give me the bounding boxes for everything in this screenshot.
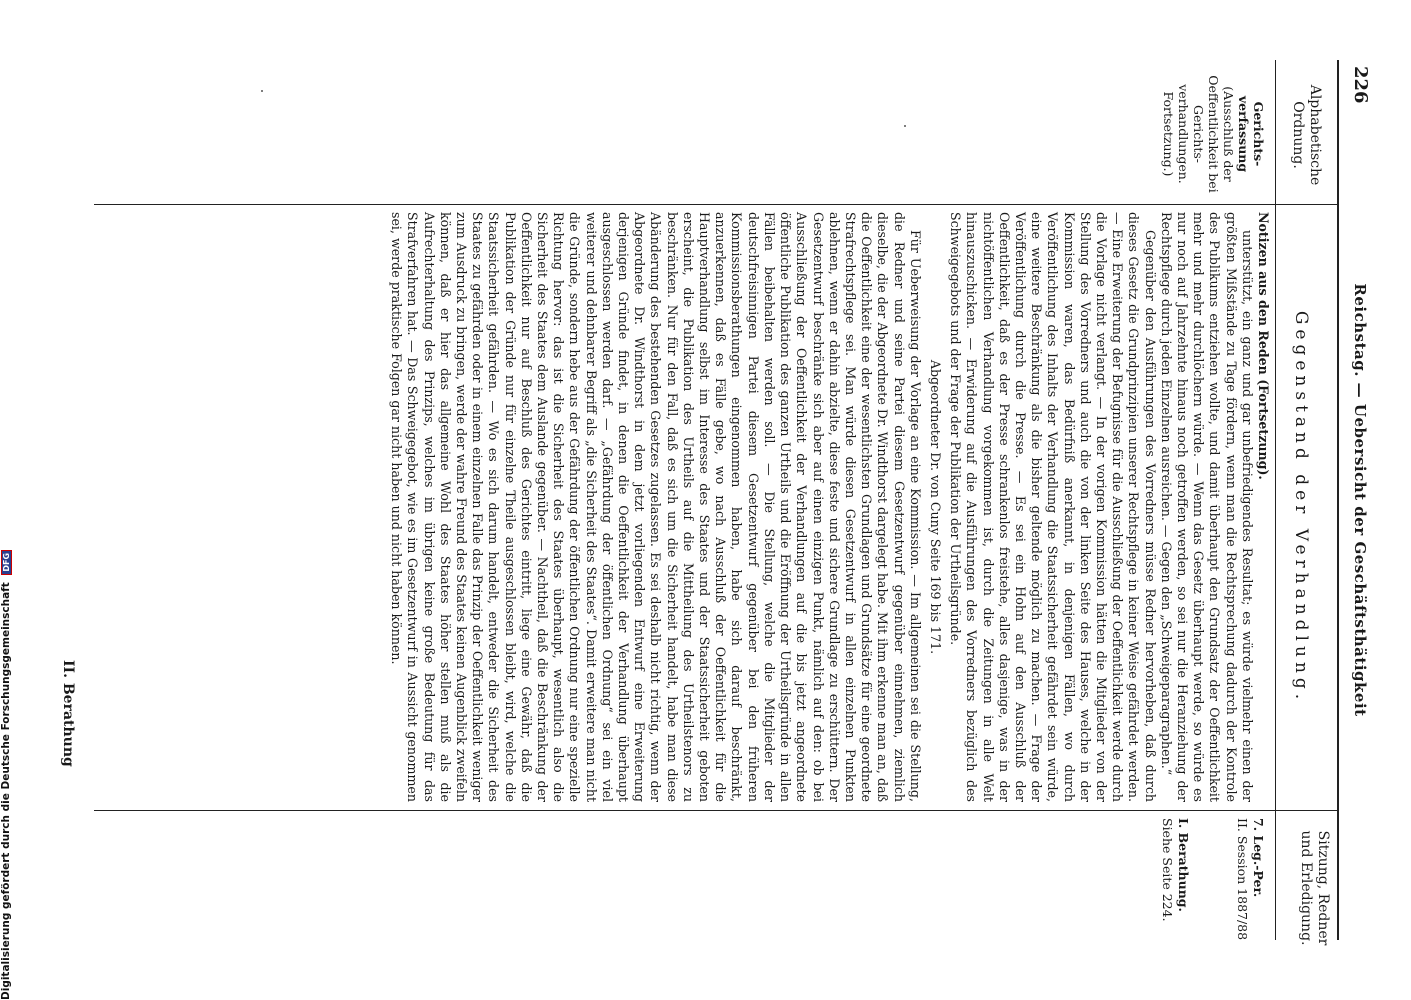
legislative-period: 7. Leg.-Per. (1251, 818, 1266, 898)
scan-speck (904, 125, 906, 127)
session-line: II. Session 1887/88 (1235, 818, 1251, 941)
margin-line: Fortsetzung.) (1161, 91, 1176, 177)
paragraph: Gegenüber den Ausführungen des Vorredners müsse Redner hervorheben, daß durch dieses Gesetz die Grundprinzipien unserer Rechtspflege in keiner Weise gefährdet werden. — Eine Erweiterung der Befugnisse für die Ausschließung der Oeffentlichkeit werde durch die Vorlage nicht verlangt. — In der vorigen Kommission hätten die Mitglieder von der Stellung des Vorredners und auch die von der linken Seite des Hauses, welche in der Kommission waren, das Bedürfniß anerkannt, in denjenigen Fällen, wo durch Veröffentlichung des Inhalts der Verhandlung die Staatssicherheit gefährdet sein würde, eine weitere Beschränkung als die bisher geltende möglich zu machen. — Frage der Veröffentlichung durch die Presse. — Es sei ein Hohn auf den Ausschluß der Oeffentlichkeit, daß es der Presse schrankenlos freistehe, alles dasjenige, was in der nichtöffentlichen Verhandlung vorgekommen ist, durch die Zeitungen in alle Welt hinauszuschicken. — Erwiderung auf die Ausführungen des Vorredners bezüglich des Schweigegebots und der Frage der Publikation der Urtheilsgründe. (948, 212, 1158, 802)
header-rule (1337, 60, 1339, 940)
speaker-line: Abgeordneter Dr. von Cuny Seite 169 bis 171. (927, 359, 943, 655)
catchword: II. Berathung (60, 660, 76, 767)
margin-title: Gerichts-verfassung (1236, 95, 1266, 173)
page-number: 226 (1350, 66, 1371, 104)
margin-line: Gerichts- (1191, 104, 1206, 164)
paragraph: unterstützt, ein ganz und gar unbefriedigendes Resultat; es würde vielmehr einen der größten Mißstände zu Tage fördern, wenn man die Rechtsprechung dadurch der Kontrole des Publikums entziehen wollte, und damit überhaupt den Grundsatz der Oeffentlichkeit mehr und mehr durchlöchern würde. — Wenn das Gesetz überhaupt werde, so würde es nur noch auf Jahrzehnte hinaus noch getroffen werden, so sei nur die Heranziehung der Rechtspflege durch jeden Einzelnen ausreichen. — Gegen den „Schweigeparagraphen.“ (1158, 212, 1255, 802)
body-text (388, 212, 1271, 802)
margin-line: (Ausschluß der (1221, 86, 1236, 182)
paragraph: Für Ueberweisung der Vorlage an eine Kommission. — Im allgemeinen sei die Stellung, die Redner und seine Partei diesem Gesetzentwurf gegenüber einnehmen, ziemlich dieselbe, die der Abgeordnete Dr. Windthorst dargelegt habe. Mit ihm erkenne man an, daß die Oeffentlichkeit eine der wesentlichsten Grundlagen und Grundsätze für eine geordnete Strafrechtspflege sei. Man würde diesen Gesetzentwurf in allen einzelnen Punkten ablehnen, wenn er dahin abzielte, diese feste und sichere Grundlage zu erschüttern. Der Gesetzentwurf beschränke sich aber auf einen einzigen Punkt, nämlich auf den: ob bei Ausschließung der Oeffentlichkeit der Verhandlungen auf die bis jetzt angeordnete öffentliche Publikation des ganzen Urtheils und die Eröffnung der Urtheilsgründe in allen Fällen beibehalten werden soll. — Die Stellung, welche die Mitglieder der deutschfreisinnigen Partei diesem Gesetzentwurf gegenüber bei den früheren Kommissionsberathungen eingenommen haben, habe sich darauf beschränkt, anzuerkennen, daß es Fälle gebe, wo nach Ausschluß der Oeffentlichkeit für die Hauptverhandlung selbst im Interesse des Staates und der Staatssicherheit geboten erscheint, die Publikation des Urtheils auf die Mittheilung des Urtheilstenors zu beschränken. Nur für den Fall, daß es sich um die Sicherheit handelt, habe man diese Abänderung des bestehenden Gesetzes zugelassen. Es sei deshalb nicht richtig, wenn der Abgeordnete Dr. Windthorst in dem jetzt vorliegenden Entwurf eine Erweiterung derjenigen Gründe findet, in denen die Oeffentlichkeit der Verhandlung überhaupt ausgeschlossen werden darf. — „Gefährdung der öffentlichen Ordnung“ sei ein viel weiterer und dehnbarer Begriff als „die Sicherheit des Staates“. Damit erweitere man nicht die Gründe, sondern hebe aus der Gefährdung der öffentlichen Ordnung nur eine spezielle Richtung hervor: das ist die Sicherheit des Staates überhaupt, wesentlich also die Sicherheit des Staates dem Auslande gegenüber. — Nachtheil, daß die Beschränkung der Oeffentlichkeit nur auf Beschluß des Gerichtes eintritt, liege eine Gewähr, daß die Publikation der Gründe nur für einzelne Theile ausgeschlossen bleibt, wird, welche die Staatssicherheit gefährden. — Wo es sich darum handelt, entweder die Sicherheit des Staates zu gefährden oder in einem einzelnen Falle das Prinzip der Oeffentlichkeit weniger zum Ausdruck zu bringen, werde der wahre Freund des Staates keinen Augenblick zweifeln können, daß er hier das allgemeine Wohl des Staates höher stellen muß als die Aufrechterhaltung des Prinzips, welches im übrigen keine große Bedeutung für das Strafverfahren hat. — Das Schweigegebot, wie es im Gesetzentwurf in Aussicht genommen sei, werde praktische Folgen gar nicht haben und nicht haben können. (389, 212, 923, 802)
credit-text: Digitalisierung gefördert durch die Deutsche Forschungsgemeinschaft (0, 582, 12, 1000)
column-heading-middle: Gegenstand der Verhandlung. (1291, 310, 1311, 705)
running-head: Reichstag. — Uebersicht der Geschäftsthätigkeit (1351, 283, 1369, 717)
column-rule-left (94, 204, 1339, 205)
scan-speck (261, 90, 263, 92)
margin-line: Oeffentlichkeit bei (1206, 75, 1221, 193)
column-rule-right (94, 810, 1339, 811)
reading-label: I. Berathung. (1176, 818, 1191, 912)
margin-right-note (1160, 818, 1266, 958)
column-heading-left: Alphabetische Ordnung. (1290, 84, 1323, 186)
subheader-rule (1275, 60, 1276, 940)
margin-line: verhandlungen. (1176, 84, 1191, 184)
page-reference: Siehe Seite 224. (1160, 818, 1176, 922)
digitization-credit (0, 0, 12, 1000)
dfg-logo: DFG (1, 550, 12, 575)
margin-left-note (1161, 66, 1266, 202)
column-heading-right: Sitzung, Redner und Erledigung. (1298, 830, 1331, 946)
section-heading: Notizen aus den Reden (Fortsetzung). (1256, 212, 1271, 480)
